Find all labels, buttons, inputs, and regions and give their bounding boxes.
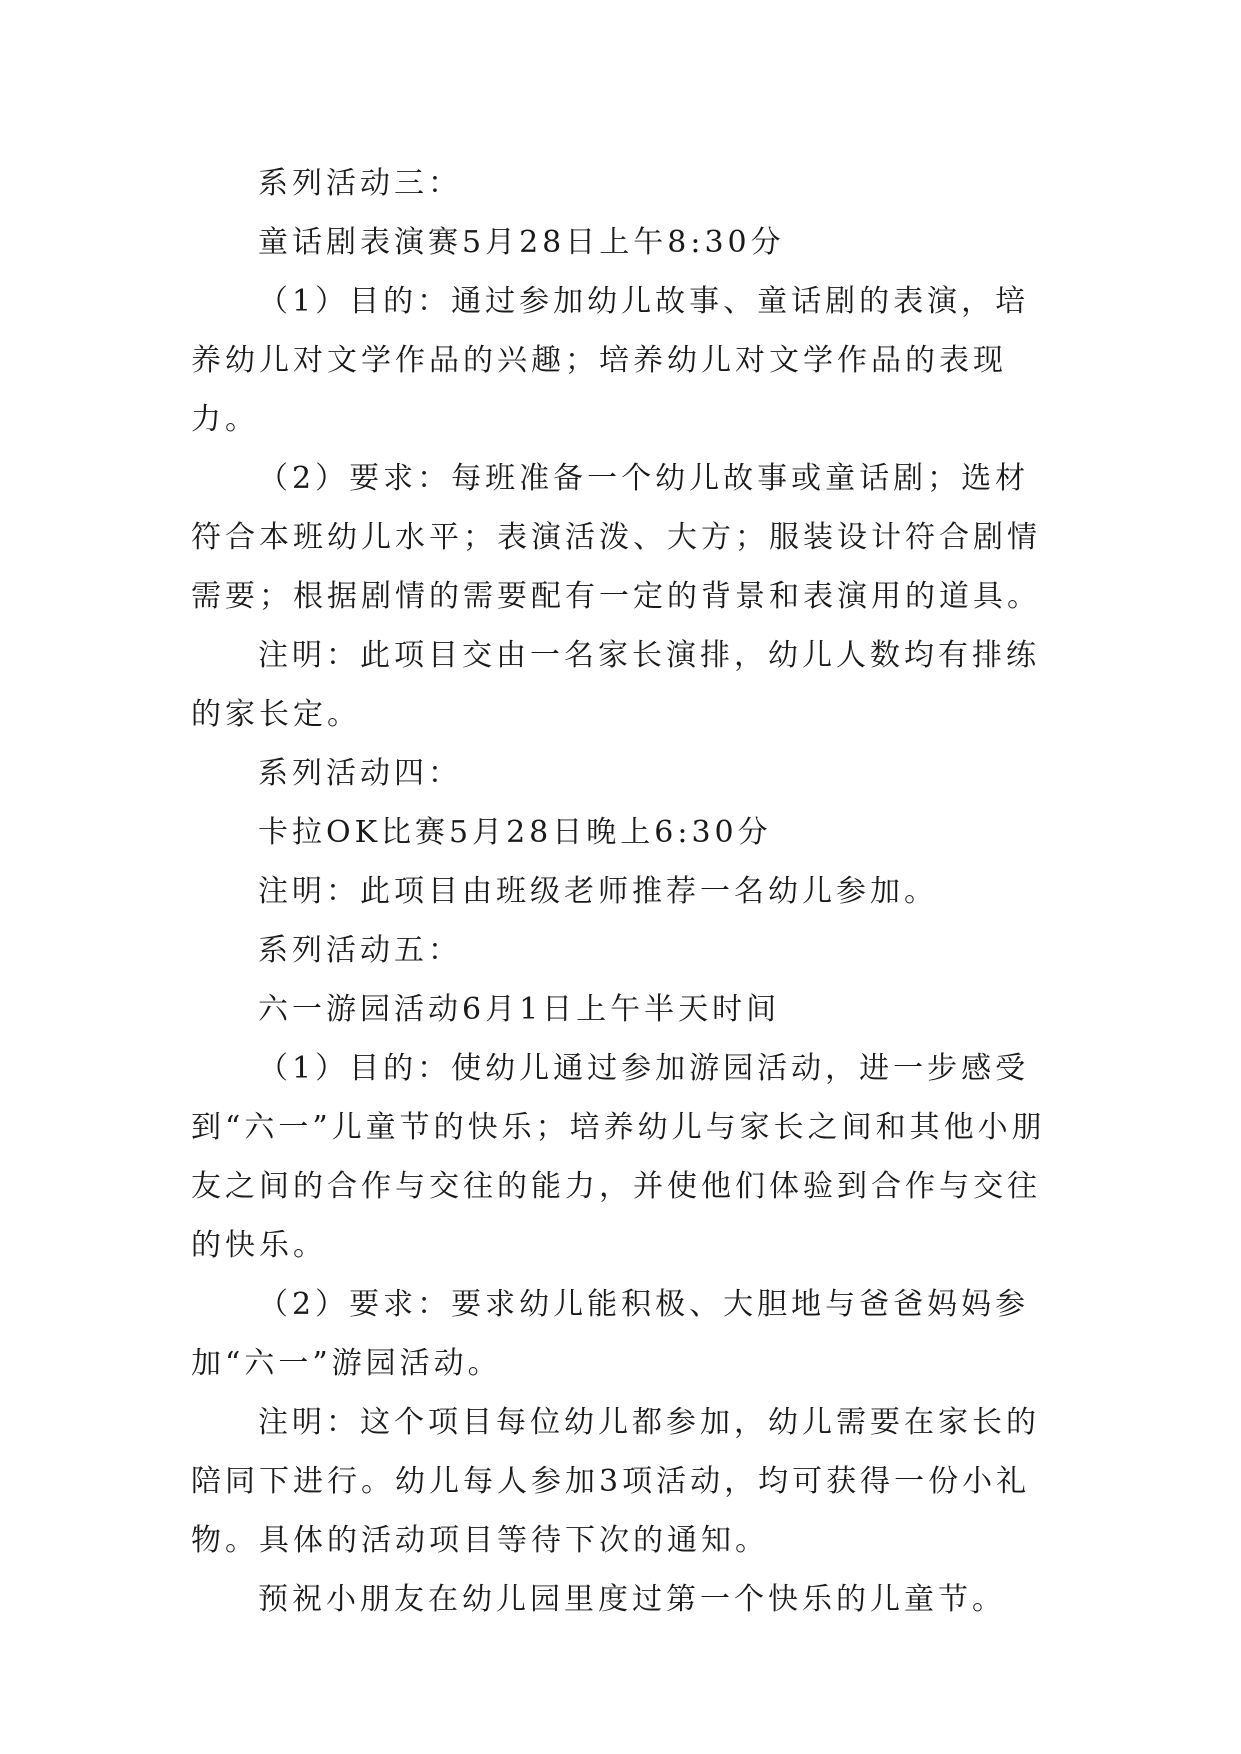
garden-party-requirements: （2）要求：要求幼儿能积极、大胆地与爸爸妈妈参加“六一”游园活动。	[191, 1287, 1030, 1381]
fairy-tale-note: 注明：此项目交由一名家长演排，幼儿人数均有排练的家长定。	[191, 638, 1040, 732]
garden-party-purpose: （1）目的：使幼儿通过参加游园活动，进一步感受到“六一”儿童节的快乐；培养幼儿与家长之间和其他小朋友之间的合作与交往的能力，并使他们体验到合作与交往的快乐。	[191, 1051, 1046, 1263]
garden-party-schedule: 六一游园活动6月1日上午半天时间	[258, 992, 781, 1027]
document-body	[191, 154, 1053, 1629]
closing-wish: 预祝小朋友在幼儿园里度过第一个快乐的儿童节。	[258, 1582, 1006, 1617]
heading-series-activity-4: 系列活动四：	[258, 756, 462, 791]
heading-series-activity-5: 系列活动五：	[258, 933, 462, 968]
heading-series-activity-3: 系列活动三：	[258, 166, 462, 201]
karaoke-note: 注明：此项目由班级老师推荐一名幼儿参加。	[258, 874, 938, 909]
fairy-tale-contest-schedule: 童话剧表演赛5月28日上午8:30分	[258, 225, 785, 260]
karaoke-contest-schedule: 卡拉OK比赛5月28日晚上6:30分	[258, 815, 772, 850]
garden-party-note: 注明：这个项目每位幼儿都参加，幼儿需要在家长的陪同下进行。幼儿每人参加3项活动，均可获得一份小礼物。具体的活动项目等待下次的通知。	[191, 1405, 1040, 1558]
fairy-tale-purpose: （1）目的：通过参加幼儿故事、童话剧的表演，培养幼儿对文学作品的兴趣；培养幼儿对文学作品的表现力。	[191, 284, 1030, 437]
fairy-tale-requirements: （2）要求：每班准备一个幼儿故事或童话剧；选材符合本班幼儿水平；表演活泼、大方；服装设计符合剧情需要；根据剧情的需要配有一定的背景和表演用的道具。	[191, 461, 1041, 614]
